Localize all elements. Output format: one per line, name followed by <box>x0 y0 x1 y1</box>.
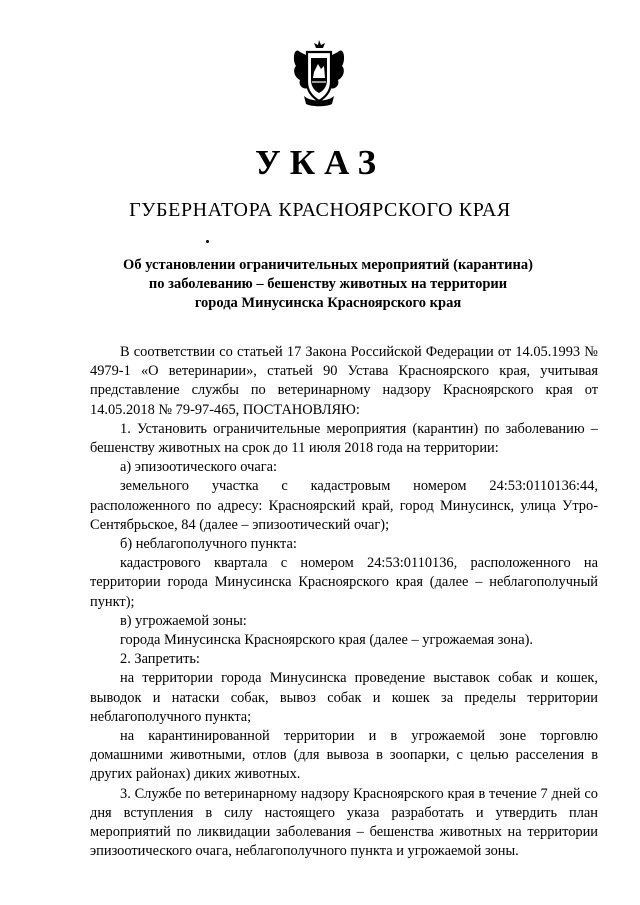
item-1a-text: земельного участка с кадастровым номером 24:53:0110136:44, расположенного по адресу: Красноярский край, город Минусинск, улица Утро-Сентябрьское, 84 (далее – эпизоотический очаг); <box>90 478 598 533</box>
item-1c-label: в) угрожаемой зоны: <box>120 612 247 629</box>
document-heading <box>90 256 566 313</box>
preamble-paragraph: В соответствии со статьей 17 Закона Российской Федерации от 14.05.1993 № 4979-1 «О ветеринарии», статьей 90 Устава Красноярского края, учитывая представление службы по ветеринарному надзору Красноярского края от 14.05.2018 № 79-97-465, ПОСТАНОВЛЯЮ: <box>90 344 598 418</box>
coat-of-arms-icon <box>292 38 346 108</box>
item-1-paragraph: 1. Установить ограничительные мероприятия (карантин) по заболеванию – бешенству животных на срок до 11 июля 2018 года на территории: <box>90 420 598 457</box>
item-1b-label: б) неблагополучного пункта: <box>120 536 297 553</box>
heading-line: по заболеванию – бешенству животных на территории <box>148 276 508 292</box>
item-2-clause-1: на территории города Минусинска проведение выставок собак и кошек, выводок и натаски собак, вывоз собак и кошек за пределы территории неблагополучного пункта; <box>90 670 598 725</box>
item-1c-text: города Минусинска Красноярского края (далее – угрожаемая зона). <box>120 632 534 649</box>
stray-dot <box>206 240 209 243</box>
document-issuer: ГУБЕРНАТОРА КРАСНОЯРСКОГО КРАЯ <box>129 199 511 221</box>
item-2-clause-2: на карантинированной территории и в угрожаемой зоне торговлю домашними животными, отлов (для вывоза в зоопарки, с целью расселения в других районах) диких животных. <box>90 728 598 783</box>
heading-line: Об установлении ограничительных мероприятий (карантина) <box>123 257 533 273</box>
item-3-paragraph: 3. Службе по ветеринарному надзору Красноярского края в течение 7 дней со дня вступления в силу настоящего указа разработать и утвердить план мероприятий по ликвидации заболевания – бешенства животных на территории эпизоотического очага, неблагополучного пункта и угрожаемой зоны. <box>90 785 598 860</box>
heading-line: города Минусинска Красноярского края <box>194 295 462 311</box>
document-body <box>90 343 598 861</box>
document-title: УКАЗ <box>255 143 385 182</box>
item-1a-label: а) эпизоотического очага: <box>120 459 278 476</box>
item-2-paragraph: 2. Запретить: <box>120 651 200 668</box>
item-1b-text: кадастрового квартала с номером 24:53:0110136, расположенного на территории города Минусинска Красноярского края (далее – неблагополучный пункт); <box>90 555 598 610</box>
